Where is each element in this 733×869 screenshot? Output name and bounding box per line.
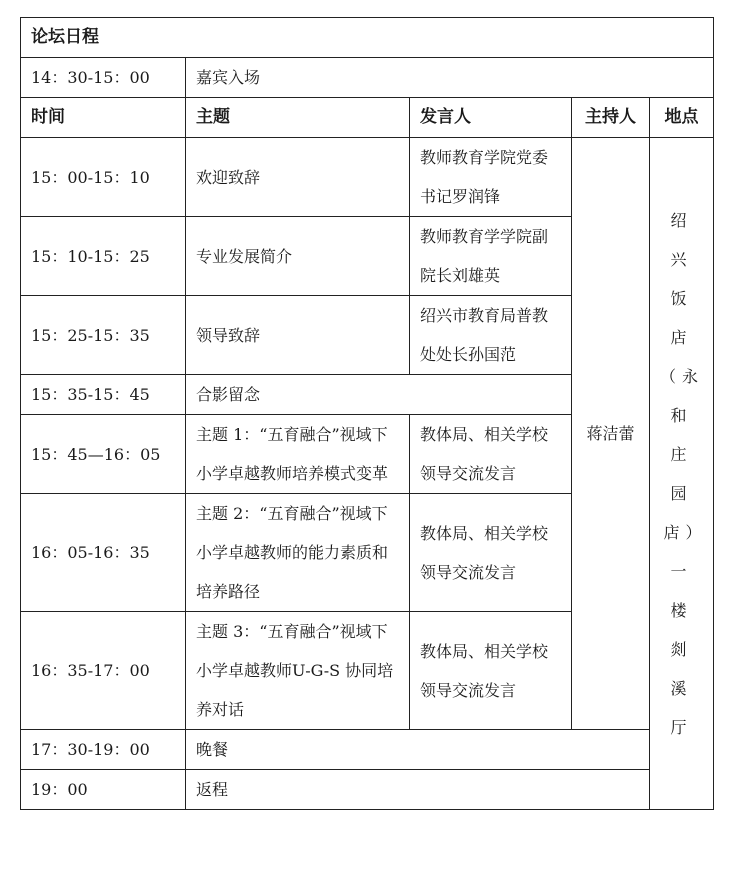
arrival-row bbox=[21, 58, 714, 98]
row-topic: 主题 2：“五育融合”视域下小学卓越教师的能力素质和培养路径 bbox=[186, 494, 410, 612]
table-row bbox=[21, 138, 714, 217]
row-time: 15：10-15：25 bbox=[21, 217, 186, 296]
title-row bbox=[21, 18, 714, 58]
row-speaker: 教师教育学学院副院长刘雄英 bbox=[410, 217, 572, 296]
host-cell: 蒋洁蕾 bbox=[572, 138, 650, 730]
header-speaker: 发言人 bbox=[410, 98, 572, 138]
return-time: 19：00 bbox=[21, 770, 186, 810]
row-topic: 专业发展简介 bbox=[186, 217, 410, 296]
header-time: 时间 bbox=[21, 98, 186, 138]
venue-cell: 绍兴饭店（永和庄园店）一楼剡溪厅 bbox=[650, 138, 714, 810]
row-speaker: 教体局、相关学校领导交流发言 bbox=[410, 612, 572, 730]
schedule-table bbox=[20, 17, 714, 810]
header-venue: 地点 bbox=[650, 98, 714, 138]
row-speaker: 绍兴市教育局普教处处长孙国范 bbox=[410, 296, 572, 375]
row-time: 16：05-16：35 bbox=[21, 494, 186, 612]
row-speaker: 教师教育学院党委书记罗润锋 bbox=[410, 138, 572, 217]
header-host: 主持人 bbox=[572, 98, 650, 138]
row-topic: 主题 1：“五育融合”视域下小学卓越教师培养模式变革 bbox=[186, 415, 410, 494]
row-time: 15：00-15：10 bbox=[21, 138, 186, 217]
row-time: 15：25-15：35 bbox=[21, 296, 186, 375]
row-topic: 领导致辞 bbox=[186, 296, 410, 375]
dinner-row bbox=[21, 730, 714, 770]
header-topic: 主题 bbox=[186, 98, 410, 138]
row-time: 15：35-15：45 bbox=[21, 375, 186, 415]
row-topic: 主题 3：“五育融合”视域下小学卓越教师U-G-S 协同培养对话 bbox=[186, 612, 410, 730]
dinner-topic: 晚餐 bbox=[186, 730, 650, 770]
arrival-topic: 嘉宾入场 bbox=[186, 58, 714, 98]
table-title: 论坛日程 bbox=[21, 18, 714, 58]
row-topic: 欢迎致辞 bbox=[186, 138, 410, 217]
return-row bbox=[21, 770, 714, 810]
arrival-time: 14：30-15：00 bbox=[21, 58, 186, 98]
row-speaker: 教体局、相关学校领导交流发言 bbox=[410, 494, 572, 612]
dinner-time: 17：30-19：00 bbox=[21, 730, 186, 770]
header-row bbox=[21, 98, 714, 138]
row-time: 16：35-17：00 bbox=[21, 612, 186, 730]
row-speaker: 教体局、相关学校领导交流发言 bbox=[410, 415, 572, 494]
return-topic: 返程 bbox=[186, 770, 650, 810]
row-time: 15：45—16：05 bbox=[21, 415, 186, 494]
row-topic: 合影留念 bbox=[186, 375, 572, 415]
